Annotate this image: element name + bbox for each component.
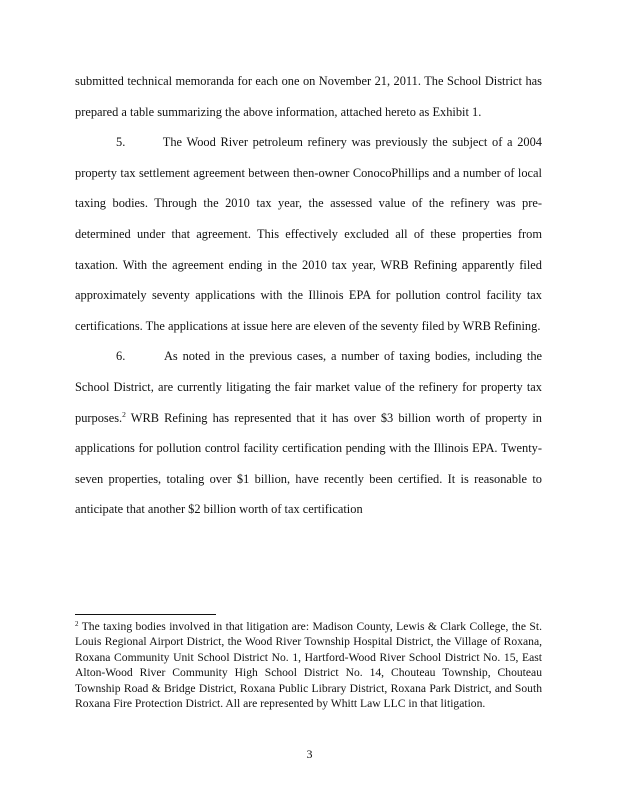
paragraph-6-text-before: As noted in the previous cases, a number of taxing bodies, including the School District, are currently litigating the fair market value of the refinery for property tax purposes. (75, 349, 543, 425)
paragraph-6 (75, 341, 542, 525)
footnote-text: The taxing bodies involved in that litigation are: Madison County, Lewis & Clark College, the St. Louis Regional Airport District, the Wood River Township Hospital District, the Village of Roxana, Roxana Community Unit School District No. 1, Hartford-Wood River School District No. 15, East Alton-Wood River Community High School District No. 14, Chouteau Township, Chouteau Township Road & Bridge District, Roxana Public Library District, Roxana Park District, and South Roxana Fire Protection District. All are represented by Whitt Law LLC in that litigation. (75, 620, 542, 711)
paragraph-5 (75, 127, 542, 341)
paragraph-continuation: submitted technical memoranda for each one on November 21, 2011. The School District has prepared a table summarizing the above information, attached hereto as Exhibit 1. (75, 74, 542, 119)
footnote-divider (75, 614, 216, 615)
paragraph-5-number: 5. (116, 135, 126, 150)
paragraph-5-text: The Wood River petroleum refinery was previously the subject of a 2004 property tax settlement agreement between then-owner ConocoPhillips and a number of local taxing bodies. Through the 2010 tax year, the assessed value of the refinery was pre-determined under that agreement. This effectively excluded all of these properties from taxation. With the agreement ending in the 2010 tax year, WRB Refining apparently filed approximately seventy applications with the Illinois EPA for pollution control facility tax certifications. The applications at issue here are eleven of the seventy filed by WRB Refining. (75, 135, 542, 333)
footnote-reference: 2 (122, 409, 126, 419)
footnote-marker: 2 (75, 620, 79, 628)
page-number: 3 (306, 747, 313, 761)
body-text (75, 66, 542, 525)
footnote (75, 619, 542, 711)
paragraph-6-number: 6. (116, 349, 126, 364)
paragraph-6-text-after: WRB Refining has represented that it has over $3 billion worth of property in applications for pollution control facility certification pending with the Illinois EPA. Twenty-seven properties, totaling over $1 billion, have recently been certified. It is reasonable to anticipate that another $2 billion worth of tax certification (75, 410, 542, 517)
